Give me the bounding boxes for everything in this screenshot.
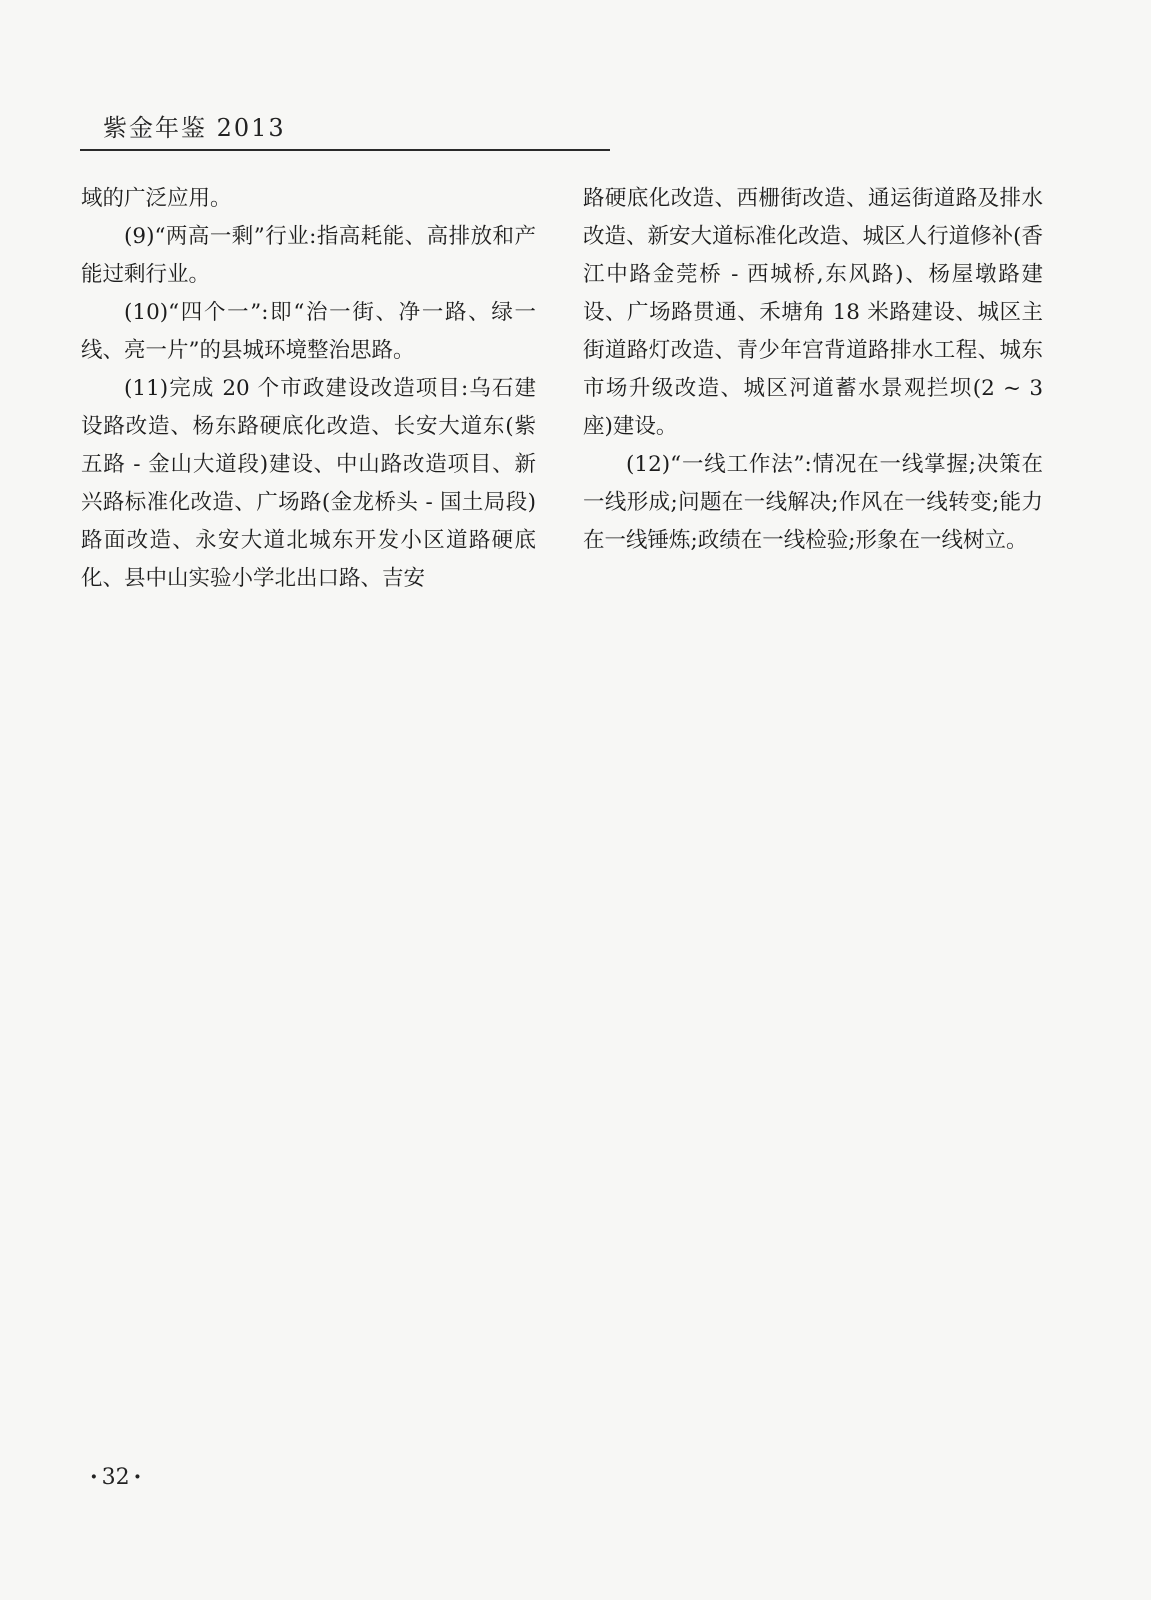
paragraph-note-10: (10)“四个一”:即“治一街、净一路、绿一线、亮一片”的县城环境整治思路。: [81, 300, 536, 363]
paragraph-note-9: (9)“两高一剩”行业:指高耗能、高排放和产能过剩行业。: [81, 224, 536, 287]
paragraph-note-11: (11)完成 20 个市政建设改造项目:乌石建设路改造、杨东路硬底化改造、长安大道东(紫五路 - 金山大道段)建设、中山路改造项目、新兴路标准化改造、广场路(金龙桥头 - 国土局段)路面改造、永安大道北城东开发小区道路硬底化、县中山实验小学北出口路、吉安: [81, 376, 536, 591]
page-number-dot-right: ·: [133, 1464, 142, 1490]
page-number-dot-left: ·: [90, 1464, 98, 1490]
header-rule: [80, 149, 610, 151]
running-header-title: 紫金年鉴 2013: [103, 114, 286, 142]
paragraph-note-11-continued: 路硬底化改造、西栅街改造、通运街道路及排水改造、新安大道标准化改造、城区人行道修补(香江中路金莞桥 - 西城桥,东风路)、杨屋墩路建设、广场路贯通、禾塘角 18 米路建设、城区主街道路灯改造、青少年宫背道路排水工程、城东市场升级改造、城区河道蓄水景观拦坝(2 ~ 3 座)建设。: [583, 186, 1043, 439]
page-number: [86, 1464, 145, 1490]
page-number-value: 32: [101, 1465, 130, 1490]
paragraph-note-12: (12)“一线工作法”:情况在一线掌握;决策在一线形成;问题在一线解决;作风在一线转变;能力在一线锤炼;政绩在一线检验;形象在一线树立。: [583, 452, 1043, 553]
left-column: [81, 180, 536, 598]
right-column: [583, 180, 1043, 560]
paragraph-continuation: 域的广泛应用。: [81, 186, 232, 211]
